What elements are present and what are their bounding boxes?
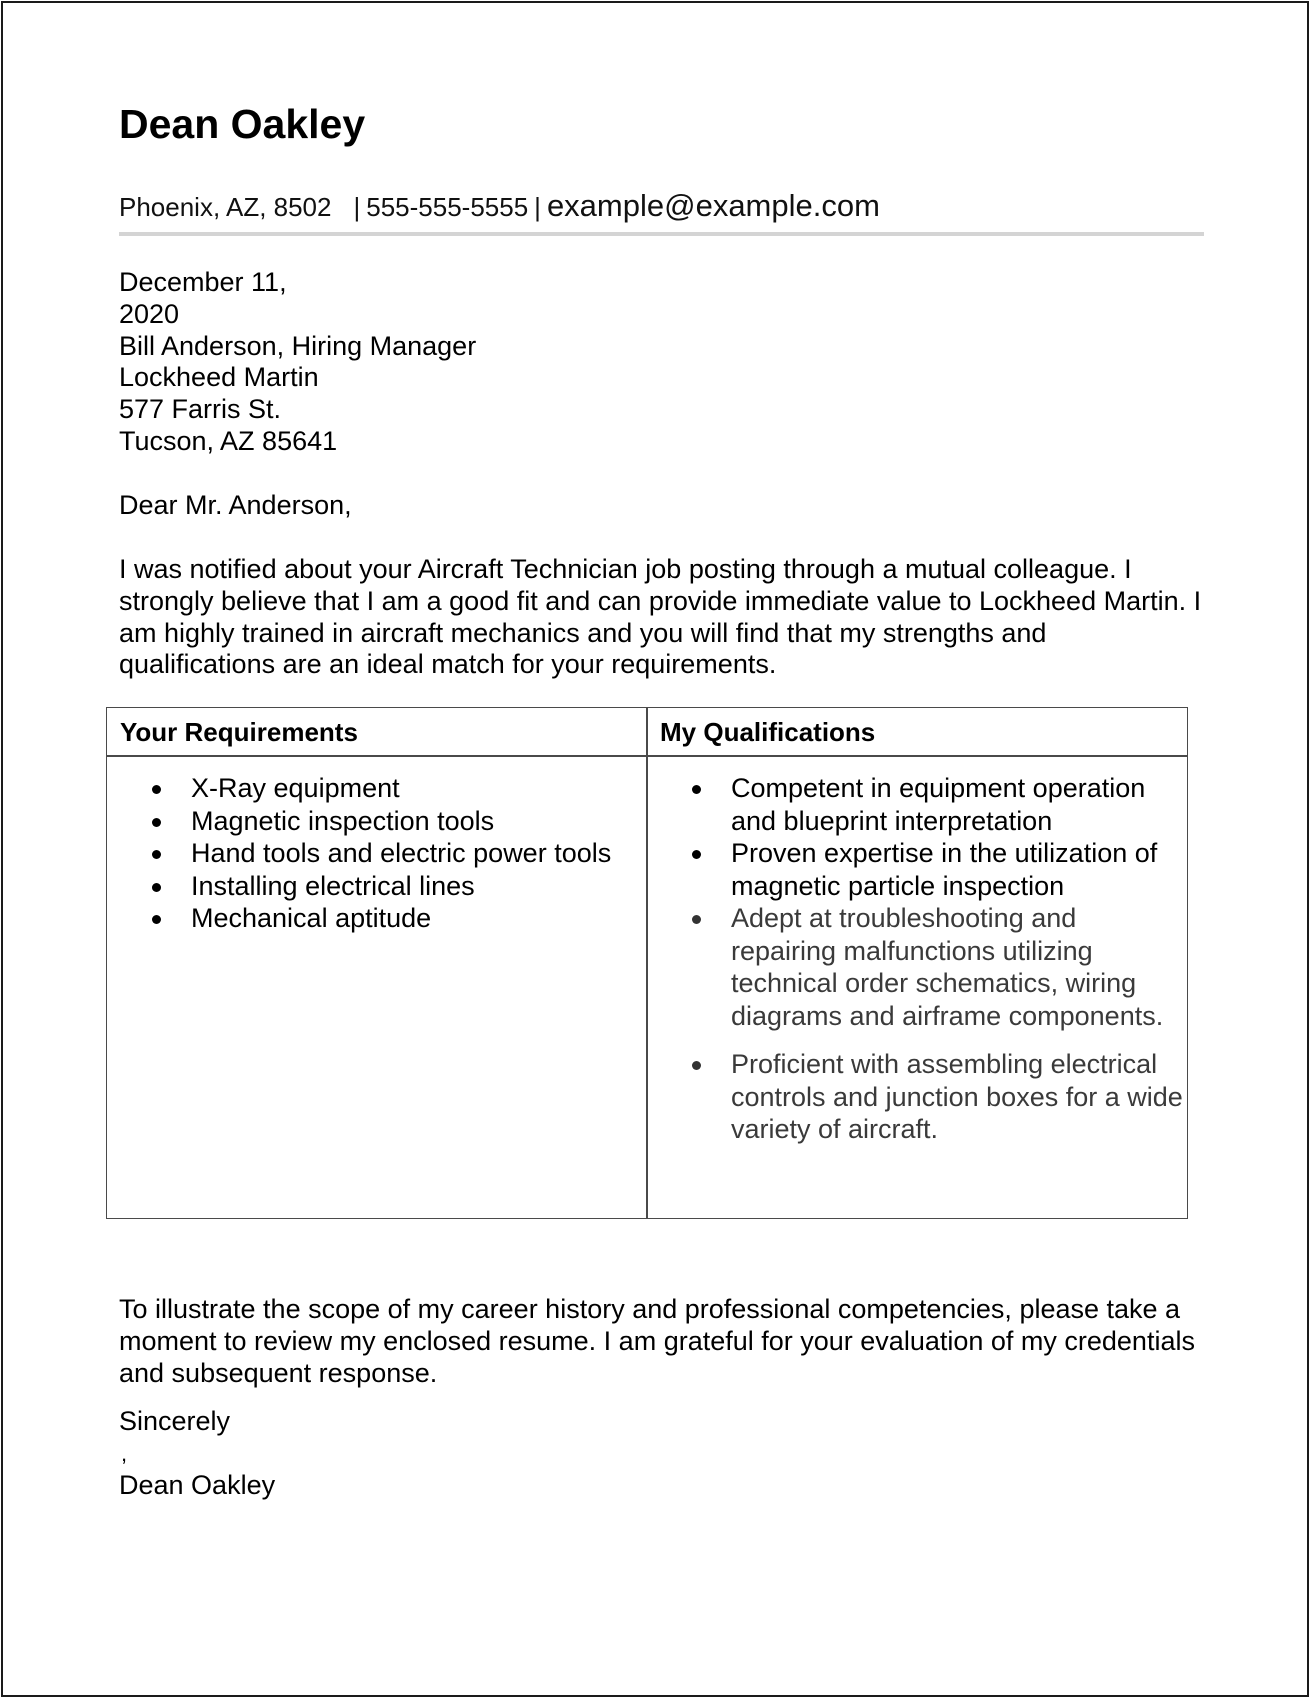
salutation: Dear Mr. Anderson, (119, 490, 352, 520)
contact-line (119, 186, 880, 227)
header-divider (107, 755, 1187, 757)
contact-separator: | (353, 192, 361, 222)
contact-location: Phoenix, AZ, 8502 (119, 192, 332, 222)
recipient-name: Bill Anderson, Hiring Manager (119, 330, 477, 361)
recipient-city: Tucson, AZ 85641 (119, 425, 338, 456)
intro-paragraph: I was notified about your Aircraft Technician job posting through a mutual colleague. I strongly believe that I am a good fit and can provide immediate value to Lockheed Martin. I am highly trained in aircraft mechanics and you will find that my strengths and qualifications are an ideal match for your requirements. (119, 554, 1202, 680)
signature-name: Dean Oakley (119, 1470, 276, 1500)
contact-email: example@example.com (546, 188, 880, 223)
recipient-address-block (119, 267, 476, 458)
qualification-item: Proven expertise in the utilization of magnetic particle inspection (647, 837, 1187, 902)
qualifications-list (647, 772, 1187, 1146)
contact-phone: 555-555-5555 (366, 192, 529, 222)
contact-separator: | (534, 192, 541, 222)
requirement-item: Hand tools and electric power tools (107, 837, 646, 870)
recipient-company: Lockheed Martin (119, 362, 319, 393)
requirements-list (107, 772, 646, 935)
date-line: December 11, (119, 267, 287, 297)
requirement-item: Installing electrical lines (107, 870, 646, 903)
signoff-comma: , (121, 1441, 128, 1466)
requirement-item: X-Ray equipment (107, 772, 646, 805)
recipient-street: 577 Farris St. (119, 394, 282, 425)
qualification-item: Adept at troubleshooting and repairing malfunctions utilizing technical order schematics, wiring diagrams and airframe components. (647, 902, 1187, 1032)
signoff: Sincerely (119, 1406, 231, 1436)
date-year: 2020 (119, 298, 180, 329)
qualifications-header: My Qualifications (660, 717, 876, 747)
header-rule (119, 232, 1204, 236)
qualification-item: Competent in equipment operation and blueprint interpretation (647, 772, 1187, 837)
requirement-item: Mechanical aptitude (107, 902, 646, 935)
requirements-table (106, 707, 1188, 1219)
qualification-item: Proficient with assembling electrical controls and junction boxes for a wide variety of aircraft. (647, 1048, 1187, 1146)
closing-paragraph: To illustrate the scope of my career history and professional competencies, please take a moment to review my enclosed resume. I am grateful for your evaluation of my credentials and subsequent response. (119, 1294, 1195, 1388)
applicant-name: Dean Oakley (119, 101, 366, 147)
requirements-header: Your Requirements (120, 717, 358, 747)
requirement-item: Magnetic inspection tools (107, 805, 646, 838)
